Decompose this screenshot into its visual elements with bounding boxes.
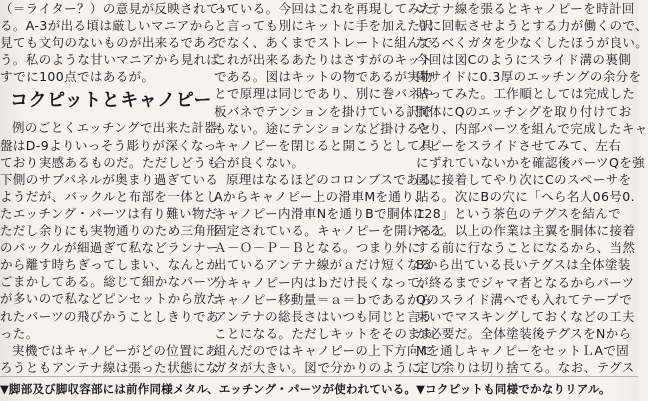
text-line: が終るまでジャマ者となるからパーツ [416,274,635,290]
text-line: とで原理は同じであり、別に巻バネや [214,86,434,102]
text-line: っている。今回はこれを再現してみた。 [214,1,447,16]
text-line: ンテナ線を張るとキャノピーを時計回 [416,1,635,16]
text-line: もない。途にテンションなど掛けると [214,120,433,136]
text-line: 固に接着してやり次にCのスペーサを [416,171,632,187]
text-line: 例のごとくエッチングで出来た計器 [12,120,218,136]
text-line: った。 [0,325,39,341]
text-line: のバックルが細過ぎて私などランナー [0,240,219,256]
text-column-2 [214,0,447,375]
text-line: ようだが、バックルと布部を一体とし [0,188,219,204]
text-column-1 [0,0,232,375]
text-line: Qのスライド溝へでも入れてテープで [416,291,633,307]
text-line: と言っても別にキットに手を加えた訳 [214,18,434,34]
text-line: 板バネでテンションを掛けている訳で [214,103,433,119]
text-line: Bから出ている長いテグスは全体塗装 [416,257,631,273]
text-line: 胴体にQのエッチングを取り付けてお [416,103,632,119]
text-line: これが出来るあたりはさすがのキット [214,52,434,68]
text-line: アンテナの総長さはいつも同じと言う [214,308,433,324]
text-line: キャノピー移動量＝ａ＝ｂであるから [214,291,433,307]
text-line: う。私のような甘いマニアから見れば [0,52,220,68]
text-line: が多いので私などピンセットから放た [0,291,220,307]
text-line: 盤はD-9よりいっそう彫りが深くなっ [0,137,217,153]
text-line: なるべくガタを少なくしたほうが良い。 [416,35,648,51]
text-line: ことになる。ただしキットをそのまま [214,325,434,341]
photo-caption-bar [0,380,638,398]
text-line: 束いでマスキングしておくなどの工夫 [416,308,635,324]
text-line: すでに100点ではあるが。 [0,69,155,85]
text-line: 実機ではキャノピーがどの位置にあ [12,342,218,358]
text-line: ただし余りにも実物通りのため三角形 [0,223,220,239]
text-line: キャノピー内滑車Nを通りBで胴体に [214,206,426,222]
text-line: Mを通しキャノピーをセットＬAで固 [416,342,630,358]
photo-caption-landing-gear: ▼脚部及び脚収容部には前作同様メタル、エッチング・パーツが使われている。 [0,382,417,396]
text-line: 128」という茶色のテグスを結んで [416,206,622,222]
text-line: る。A-3が出る頃は厳しいマニアから [0,18,216,34]
text-line: にずれていないかを確認後パーツQを強 [416,154,646,170]
text-line: が必要だ。全体塗装後テグスをNから [416,325,632,341]
text-line: ガタが大きい。図で分かりのように、ア [214,359,447,375]
text-line: 見ても文句のないものが出来るであろ [0,35,220,51]
text-line: Aからキャノピー上の滑車Mを通り、 [214,189,428,205]
text-line: 原理はなるほどのコロンブスである。 [226,171,445,187]
text-line: 分キャノピー内はｂだけ長くなって、 [214,274,433,290]
text-line: 固定されている。キャノピーを開けると [214,223,446,239]
text-line: （＝ライター？）の意見が反映されてい [0,1,232,16]
text-line: やる。以上の作業は主翼を胴体に接着 [416,223,636,239]
text-line: ノピーをスライドさせてみて、左右 [416,137,622,153]
text-line: キャノピーを閉じると開こうとして具 [214,137,433,153]
text-line: 貼ってみた。工作順としては完成した [416,86,636,102]
text-line: 出ているアンテナ線がａだけ短くなる [214,257,433,273]
text-line: する前に行なうことになるから、当然 [416,240,636,256]
text-line: Ａ－Ｏ－Ｐ－Ｂとなる。つまり外に [214,240,421,256]
text-line: りに回転させようとする力が働くので、 [416,18,648,34]
text-line: ごまかしてある。総じて細かなパーツ [0,274,219,290]
text-line: やり、内部パーツを組んで完成したキャ [416,120,648,136]
text-line: でなく、あくまでストレートに組んで [214,35,434,51]
caption-divider [0,376,638,377]
text-line: 両サイドに0.3厚のエッチングの余分を [416,69,642,85]
text-line: ろうともアンテナ線は張った状態にな [0,359,219,375]
text-line: たエッチング・パーツは有り難い物だ。 [0,205,231,221]
text-line: れたパーツの飛びかうことしきりであ [0,308,219,324]
text-line: 合が良くない。 [214,154,305,170]
text-line: ており実感あるものだ。ただしどうも [0,154,220,170]
text-line: 貼る。次にBの穴に「へら名人06号0. [416,189,636,205]
text-line: 下側のサブパネルが奥まり過ぎている [0,171,219,187]
section-heading: コクピットとキャノピー [10,90,213,112]
text-line: である。図はキットの物であるが実物 [214,69,434,85]
text-column-3 [416,0,648,375]
text-line: 今回は図Cのようにスライド溝の裏側 [416,52,632,68]
text-line: 組んだのではキャノピーの上下方向に [214,342,433,358]
photo-caption-cockpit: ▼コクピットも同様でかなりリアル。 [416,382,611,396]
text-line: から離す時ちぎってしまい、なんとか [0,257,220,273]
text-line: 定し余りは切り捨てる。なお、テグス [416,359,635,375]
